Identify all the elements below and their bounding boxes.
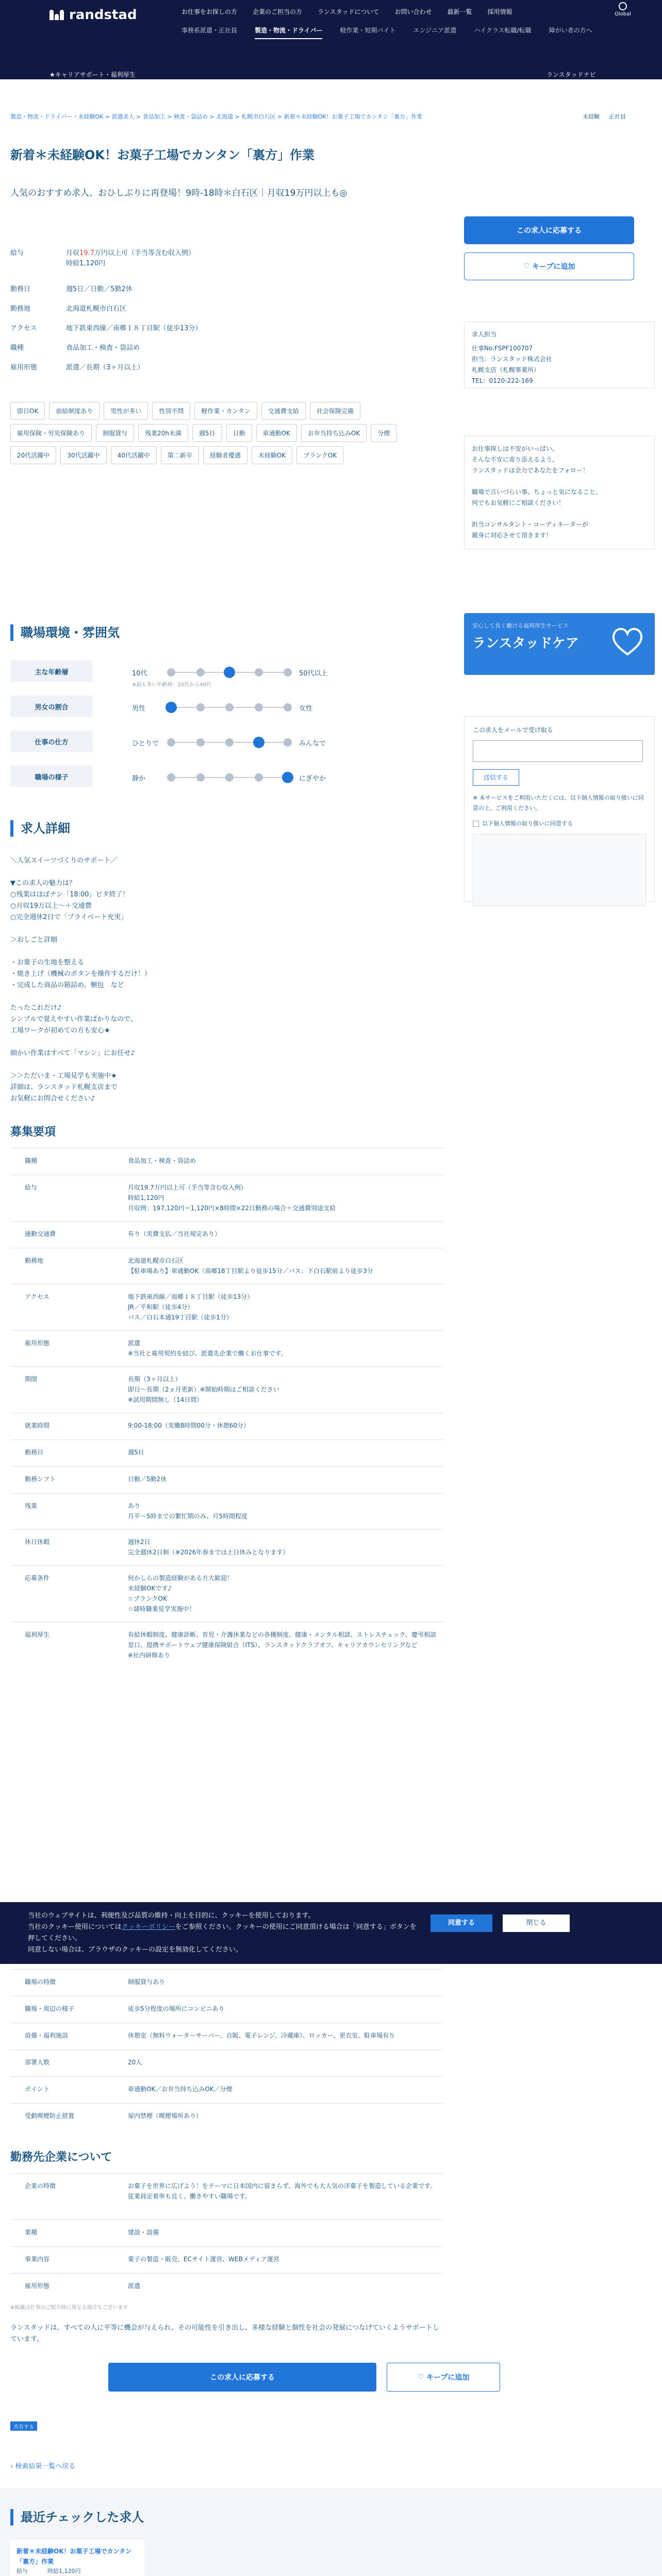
table-row: [10, 1148, 443, 1175]
heart-icon: ♡: [417, 2373, 427, 2381]
cookie-banner: [0, 1902, 662, 1964]
feature-tag: お弁当持ち込みOK: [301, 424, 367, 442]
recent-card-key: 給与: [16, 2568, 28, 2574]
email-input[interactable]: [473, 740, 643, 762]
salary-prefix: 月収: [66, 249, 80, 257]
req-table: [10, 1148, 443, 1900]
feature-tag: 40代活躍中: [111, 446, 157, 464]
cookie-text: 同意しない場合は、ブラウザのクッキーの設定を無効化してください。: [28, 1946, 243, 1954]
table-key: 職場の特徴: [25, 1978, 56, 1986]
randstad-logo-icon: [49, 10, 64, 20]
job-title: 新着＊未経験OK！お菓子工場でカンタン「裏方」作業: [10, 148, 315, 162]
recent-card-value: 時給1,120円: [47, 2568, 81, 2574]
cookie-text: 当社のウェブサイトは、利便性及び品質の維持・向上を目的に、クッキーを使用しております。: [28, 1912, 315, 1920]
apply-button[interactable]: この求人に応募する: [464, 216, 634, 244]
env-right-label: 50代以上: [299, 670, 328, 677]
recent-card[interactable]: [10, 2540, 144, 2576]
type-value: 食品加工・検査・袋詰め: [66, 344, 140, 352]
cookie-policy-link[interactable]: クッキーポリシー: [121, 1923, 175, 1931]
heart-icon: [609, 623, 646, 659]
table-key: 業種: [25, 2229, 38, 2236]
type-label: 職種: [10, 344, 24, 352]
req-title: 募集要項: [10, 1126, 56, 1139]
table-value: 建設・設備: [128, 2229, 159, 2236]
agree-label: 以下個人情報の取り扱いに同意する: [482, 820, 573, 827]
top-link-inexperienced[interactable]: 未経験: [583, 113, 600, 120]
feature-tag: 前給制度あり: [49, 402, 100, 420]
days-label: 勤務日: [10, 285, 31, 293]
env-marker: [167, 738, 175, 747]
category-nav: [181, 26, 592, 39]
contact-box: [464, 321, 655, 388]
mail-note: ※ 本サービスをご利用いただくには、以下個人情報の取り扱いに同意の上、ご利用ください。: [473, 794, 644, 811]
feature-tag: 週5日: [192, 424, 222, 442]
env-marker: [196, 668, 205, 676]
globe-icon: [619, 2, 627, 10]
table-key: 応募条件: [25, 1574, 50, 1582]
table-row: [10, 1248, 443, 1284]
table-key: 職種: [25, 1157, 38, 1164]
cookie-text: をご参照ください。クッキーの使用にご同意頂ける場合は「同意する」ボタンを押してください。: [28, 1923, 417, 1942]
share-button[interactable]: 共有する: [10, 2421, 37, 2431]
table-value: 週休2日 完全週休2日制（※2026年春までは土日休みとなります）: [128, 1538, 289, 1556]
table-row: [10, 1366, 443, 1413]
feature-tag: 30代活躍中: [60, 446, 106, 464]
env-marker-selected: [282, 772, 293, 783]
feature-tag: 制服貸与: [96, 424, 134, 442]
table-row: [10, 1565, 443, 1622]
env-right-label: 女性: [299, 705, 313, 713]
req-table-2: [10, 1969, 443, 2139]
env-marker: [225, 703, 234, 711]
table-value: 9:00-18:00（実働8時間00分・休憩60分）: [128, 1422, 250, 1429]
env-marker: [167, 773, 175, 782]
table-value: 徒歩5分程度の場所にコンビニあり: [128, 2005, 225, 2012]
message-line: [472, 476, 647, 487]
keep-button[interactable]: [464, 252, 634, 280]
table-row: [10, 1996, 443, 2023]
env-row: [10, 759, 443, 793]
cookie-text: 当社のクッキー使用については: [28, 1923, 122, 1931]
message-line: そんな不安に寄り添えるよう、: [472, 456, 559, 463]
table-row: [10, 1529, 443, 1565]
global-label: Global: [615, 11, 631, 17]
table-row: [10, 2273, 443, 2300]
table-row: [10, 2246, 443, 2273]
message-line: [472, 509, 647, 519]
table-key: 休日休暇: [25, 1538, 50, 1546]
table-value: 北海道札幌市白石区 【駐車場あり】車通勤OK（南郷18丁目駅より徒歩15分／バス：下白石駅前より徒歩3分: [128, 1257, 373, 1275]
feature-tag: 軽作業・カンタン: [194, 402, 257, 420]
job-lead: 人気のおすすめ求人、おひしぶりに再登場！9時-18時＊白石区｜月収19万円以上も◎: [10, 188, 347, 198]
feature-tag: 車通勤OK: [256, 424, 297, 442]
table-row: [10, 1284, 443, 1330]
top-nav: [181, 7, 512, 16]
env-marker: [255, 703, 263, 711]
message-line: ランスタッドは全力であなたをフォロー！: [472, 467, 589, 474]
chevron-left-icon: ‹: [10, 2463, 15, 2470]
table-value: 日勤／5勤2休: [128, 1476, 167, 1483]
env-marker: [196, 773, 205, 782]
recent-section: [0, 2488, 662, 2576]
days-value: 週5日／日勤／5勤2休: [66, 285, 133, 293]
nav-recruit[interactable]: 採用情報: [487, 8, 512, 15]
env-marker: [196, 738, 205, 747]
feature-tag: 分煙: [371, 424, 396, 442]
heart-icon: ♡: [523, 262, 533, 270]
message-line: お仕事探しは不安がいっぱい。: [472, 445, 559, 452]
table-value: お菓子を世界に広げよう！をテーマに日本国内に留まらず、海外でも大人気の洋菓子を製造している企業です。 従業員定着率も良く、働きやすい職場です。: [128, 2182, 437, 2200]
env-note: ※最も多い年齢層：20代から40代: [132, 682, 211, 688]
env-marker-selected: [253, 737, 264, 748]
table-value: 車通勤OK／お弁当持ち込みOK／分煙: [128, 2086, 233, 2093]
detail-text: ＼人気スイーツづくりのサポート／ ▼この求人の魅力は？ ○残業はほぼナシ「18:00」ピタ終了！ ○月収19万以上～＋交通費 ○完全週休2日で「プライベート充実」 ＞おしごと詳細 ・お菓子の生地を整える ・焼き上げ（機械のボタンを操作するだけ！） ・完成した商品の箱詰め、梱包 など たったこれだけ♪ シンプルで覚えやすい作業ばかりなので、 工場ワークが初めての方も安心★ 細かい作業はすべて「マシン」にお任せ♪ ＞＞ただいま・工場見学も実施中★ 詳細は、ランスタッド札幌支店まで お気軽にお問合せください♪: [10, 857, 152, 1103]
mail-box: [464, 716, 655, 902]
place-label: 勤務地: [10, 305, 31, 313]
table-value: 20人: [128, 2059, 142, 2066]
nav-manufacturing[interactable]: 製造・物流・ドライバー: [255, 26, 322, 39]
table-row: [10, 1221, 443, 1248]
cookie-agree-button[interactable]: 同意する: [431, 1914, 492, 1932]
table-key: 残業: [25, 1502, 38, 1510]
table-row: [10, 2173, 443, 2219]
table-value: 月収19.7万円以上可（手当等含む収入例） 時給1,120円 月収例：197,120円＝1,120円×8時間×22日勤務の場合＋交通費別途支給: [128, 1184, 336, 1212]
company-footer-text: ランスタッドは、すべての人に平等に機会が与えられ、その可能性を引き出し、多様な経験と個性を社会の発展につなげていくようサポートしています。: [10, 2324, 439, 2343]
agree-row[interactable]: [473, 819, 646, 829]
salary-suffix: 万円以上可（手当等含む収入例）: [94, 249, 195, 257]
message-line: 職場で言いづらい事、ちょっと気になること、: [472, 488, 602, 496]
table-value: 週5日: [128, 1449, 144, 1456]
randstad-care-banner[interactable]: [464, 613, 655, 675]
randstad-navi-link[interactable]: ランスタッドナビ: [547, 71, 596, 78]
banner-caption: 安心して長く働ける福利厚生サービス: [472, 622, 569, 629]
company-note: ※掲載は仕事のご紹介時に異なる場合もございます: [10, 2305, 128, 2311]
career-support-link[interactable]: ★キャリアサポート・福利厚生: [49, 71, 136, 78]
keep-label: キープに追加: [532, 263, 575, 271]
env-marker: [284, 703, 292, 711]
checkbox-icon[interactable]: [473, 821, 479, 827]
table-row: [10, 2049, 443, 2076]
top-links: [583, 112, 626, 121]
place-value: 北海道札幌市白石区: [66, 305, 127, 313]
feature-tag: 雇用保険・労災保険あり: [10, 424, 92, 442]
table-key: 事業内容: [25, 2256, 50, 2263]
contact-line: 札幌支店（札幌事業所）: [472, 366, 540, 374]
contact-title: 求人担当: [472, 331, 497, 338]
table-key: 期間: [25, 1376, 38, 1383]
table-value: 有給休暇制度、健康診断、育児・介護休業などの各種制度、健康・メンタル相談、ストレスチェック、慶弔相談窓口、提携サポートウェブ健康保険組合（ITS）、ランスタッドクラブオフ、キャリアカウンセリングなど ※社内研修あり: [128, 1631, 437, 1659]
contact-line: 仕事No.FSPF100707: [472, 345, 533, 352]
feature-tag: 残業20h未満: [138, 424, 188, 442]
nav-office[interactable]: 事務系派遣・正社員: [181, 27, 238, 34]
table-row: [10, 1439, 443, 1466]
table-row: [10, 1175, 443, 1221]
feature-tag: 性別不問: [152, 402, 190, 420]
feature-tag: 男性が多い: [104, 402, 148, 420]
nav-highclass[interactable]: ハイクラス転職/転職: [474, 27, 532, 34]
table-key: 通勤交通費: [25, 1230, 56, 1238]
emp-value: 派遣／長期（3ヶ月以上）: [66, 364, 144, 371]
nav-engineer[interactable]: エンジニア派遣: [413, 27, 457, 34]
env-label: 男女の割合: [10, 696, 93, 717]
recent-title: 最近チェックした求人: [10, 2509, 144, 2526]
table-key: 職場・周辺の様子: [25, 2005, 75, 2012]
table-key: 勤務日: [25, 1449, 44, 1456]
env-label: 仕事の仕方: [10, 731, 93, 752]
env-marker: [255, 668, 263, 676]
message-box: [464, 436, 655, 549]
table-key: 雇用形態: [25, 1340, 50, 1347]
table-value: 派遣 ※当社と雇用契約を結び、派遣先企業で働くお仕事です。: [128, 1340, 287, 1357]
feature-tag: 日勤: [226, 424, 252, 442]
env-label: 主な年齢層: [10, 660, 93, 682]
table-key: 企業の特徴: [25, 2182, 56, 2190]
nav-about[interactable]: ランスタッドについて: [318, 8, 379, 15]
table-key: 受動喫煙防止措置: [25, 2112, 75, 2120]
privacy-scroll-box[interactable]: [473, 834, 646, 906]
env-title: 職場環境・雰囲気: [10, 624, 120, 641]
env-left-label: ひとりで: [132, 740, 159, 748]
env-marker-selected: [224, 667, 235, 678]
table-value: 長期（3ヶ月以上） 即日～長期（2ヵ月更新）※開始時期はご相談ください ※試用期間無し（14日間）: [128, 1376, 279, 1403]
back-label: 検索結果一覧へ戻る: [15, 2463, 76, 2470]
nav-disabled[interactable]: 障がい者の方へ: [549, 27, 592, 34]
env-left-label: 10代: [132, 670, 147, 677]
table-row: [10, 2076, 443, 2103]
table-value: 地下鉄東西線／南郷１８丁目駅（徒歩13分） JR／平和駅（徒歩4分） バス／白石本通19丁目駅（徒歩1分）: [128, 1293, 254, 1321]
back-link[interactable]: [10, 2461, 75, 2470]
table-row: [10, 2103, 443, 2130]
site-header: [0, 0, 662, 43]
nav-light-work[interactable]: 軽作業・短期バイト: [340, 27, 396, 34]
table-value: 休憩室（無料ウォーターサーバー、自販、電子レンジ、冷蔵庫）、ロッカー、更衣室、駐車場有り: [128, 2032, 395, 2039]
feature-tag: 経験者優遇: [203, 446, 247, 464]
salary-highlight: 19.7: [79, 249, 94, 257]
nav-companies[interactable]: 企業のご担当の方: [253, 8, 303, 15]
brand-name: randstad: [69, 7, 137, 23]
salary-label: 給与: [10, 249, 24, 257]
table-value: 食品加工・検査・袋詰め: [128, 1157, 196, 1164]
keep-label: キープに追加: [426, 2374, 470, 2382]
table-key: 雇用形態: [25, 2282, 50, 2290]
feature-tag: 20代活躍中: [10, 446, 56, 464]
env-section: [10, 654, 443, 793]
apply-button-bottom[interactable]: この求人に応募する: [108, 2363, 376, 2392]
table-row: [10, 2023, 443, 2049]
global-link[interactable]: [615, 2, 631, 17]
table-key: 勤務シフト: [25, 1476, 56, 1483]
banner-title: ランスタッドケア: [472, 636, 579, 651]
env-marker: [196, 703, 205, 711]
nav-job-seekers[interactable]: お仕事をお探しの方: [181, 8, 238, 15]
access-value: 地下鉄東西線／南郷１８丁目駅（徒歩13分）: [66, 325, 202, 332]
recent-card-title[interactable]: 新着＊未経験OK！お菓子工場でカンタン「裏方」作業: [16, 2548, 132, 2565]
feature-tag: 交通費支給: [261, 402, 306, 420]
table-key: 就業時間: [25, 1422, 50, 1429]
salary-value: [66, 248, 195, 269]
table-row: [10, 1413, 443, 1439]
env-marker: [225, 773, 234, 782]
table-row: [10, 1466, 443, 1493]
feature-tag: ブランクOK: [296, 446, 343, 464]
env-marker: [225, 738, 234, 747]
table-key: 勤務地: [25, 1257, 44, 1264]
env-marker: [284, 738, 292, 747]
message-line: 何でもお気軽にご相談ください！: [472, 499, 565, 506]
env-left-label: 男性: [132, 705, 146, 713]
env-marker-selected: [166, 702, 177, 713]
keep-button-bottom[interactable]: [387, 2363, 500, 2392]
table-key: 福利厚生: [25, 1631, 50, 1638]
feature-tag: 即日OK: [10, 402, 45, 420]
table-value: 菓子の製造・販売、ECサイト運営、WEBメディア運営: [128, 2256, 279, 2263]
table-value: 屋内禁煙（喫煙場所あり）: [128, 2112, 203, 2120]
access-label: アクセス: [10, 325, 37, 332]
company-table: [10, 2173, 443, 2297]
table-key: 設備・福利施設: [25, 2032, 69, 2039]
nav-contact[interactable]: お問い合わせ: [394, 8, 432, 15]
env-label: 職場の様子: [10, 766, 93, 787]
table-key: 部署人数: [25, 2059, 50, 2066]
table-key: アクセス: [25, 1293, 49, 1300]
table-key: 給与: [25, 1184, 38, 1191]
mail-send-button[interactable]: 送信する: [473, 769, 519, 786]
message-line: 親身に対応させて頂きます！: [472, 532, 553, 539]
env-row: [10, 689, 443, 723]
table-value: 派遣: [128, 2282, 141, 2290]
env-right-label: みんなで: [299, 740, 326, 748]
feature-tag: 第二新卒: [161, 446, 199, 464]
contact-line: 担当：ランスタッド株式会社: [472, 355, 552, 363]
breadcrumb[interactable]: 製造・物流・ドライバー・未経験OK > 派遣求人 > 食品加工 > 検査・袋詰め > 北海道 > 札幌市白石区 > 新着＊未経験OK！お菓子工場でカンタン「裏方」作業: [10, 113, 423, 120]
feature-tag: 未経験OK: [252, 446, 292, 464]
feature-tag: 社会保険完備: [310, 402, 360, 420]
table-value: 有り（実費支払／当社規定あり）: [128, 1230, 221, 1238]
top-link-fulltime[interactable]: 正社員: [609, 113, 626, 120]
env-right-label: にぎやか: [299, 775, 326, 783]
emp-label: 雇用形態: [10, 364, 38, 371]
contact-line: TEL：0120-222-169: [472, 377, 533, 384]
env-marker: [255, 773, 263, 782]
table-value: 制服貸与あり: [128, 1978, 166, 1986]
table-row: [10, 1493, 443, 1529]
detail-title: 求人詳細: [10, 820, 70, 837]
table-row: [10, 1969, 443, 1996]
message-line: 担当コンサルタント・コーディネーターが: [472, 521, 588, 528]
env-marker: [167, 668, 175, 676]
env-row: [10, 724, 443, 758]
env-marker: [284, 668, 292, 676]
table-value: あり 月平～5時までの繁忙期のみ、月5時間程度: [128, 1502, 247, 1520]
table-row: [10, 1330, 443, 1366]
env-left-label: 静か: [132, 775, 146, 783]
table-key: ポイント: [25, 2086, 50, 2093]
table-value: 何かしらの製造経験がある方大歓迎！ 未経験OKです♪ ☆ブランクOK ☆諸時職業見学実施中！: [128, 1574, 234, 1613]
tag-list: [10, 402, 423, 464]
salary-hourly: 時給1,120円: [66, 260, 106, 267]
brand-logo[interactable]: [49, 7, 137, 23]
recent-card-row: [16, 2567, 138, 2576]
env-row: [10, 654, 443, 688]
mail-title: この求人をメールで受け取る: [473, 726, 553, 734]
company-title: 勤務先企業について: [10, 2151, 112, 2164]
table-row: [10, 1622, 443, 1679]
table-row: [10, 2219, 443, 2246]
nav-latest[interactable]: 最新一覧: [447, 8, 472, 15]
cookie-close-button[interactable]: 閉じる: [503, 1914, 570, 1932]
